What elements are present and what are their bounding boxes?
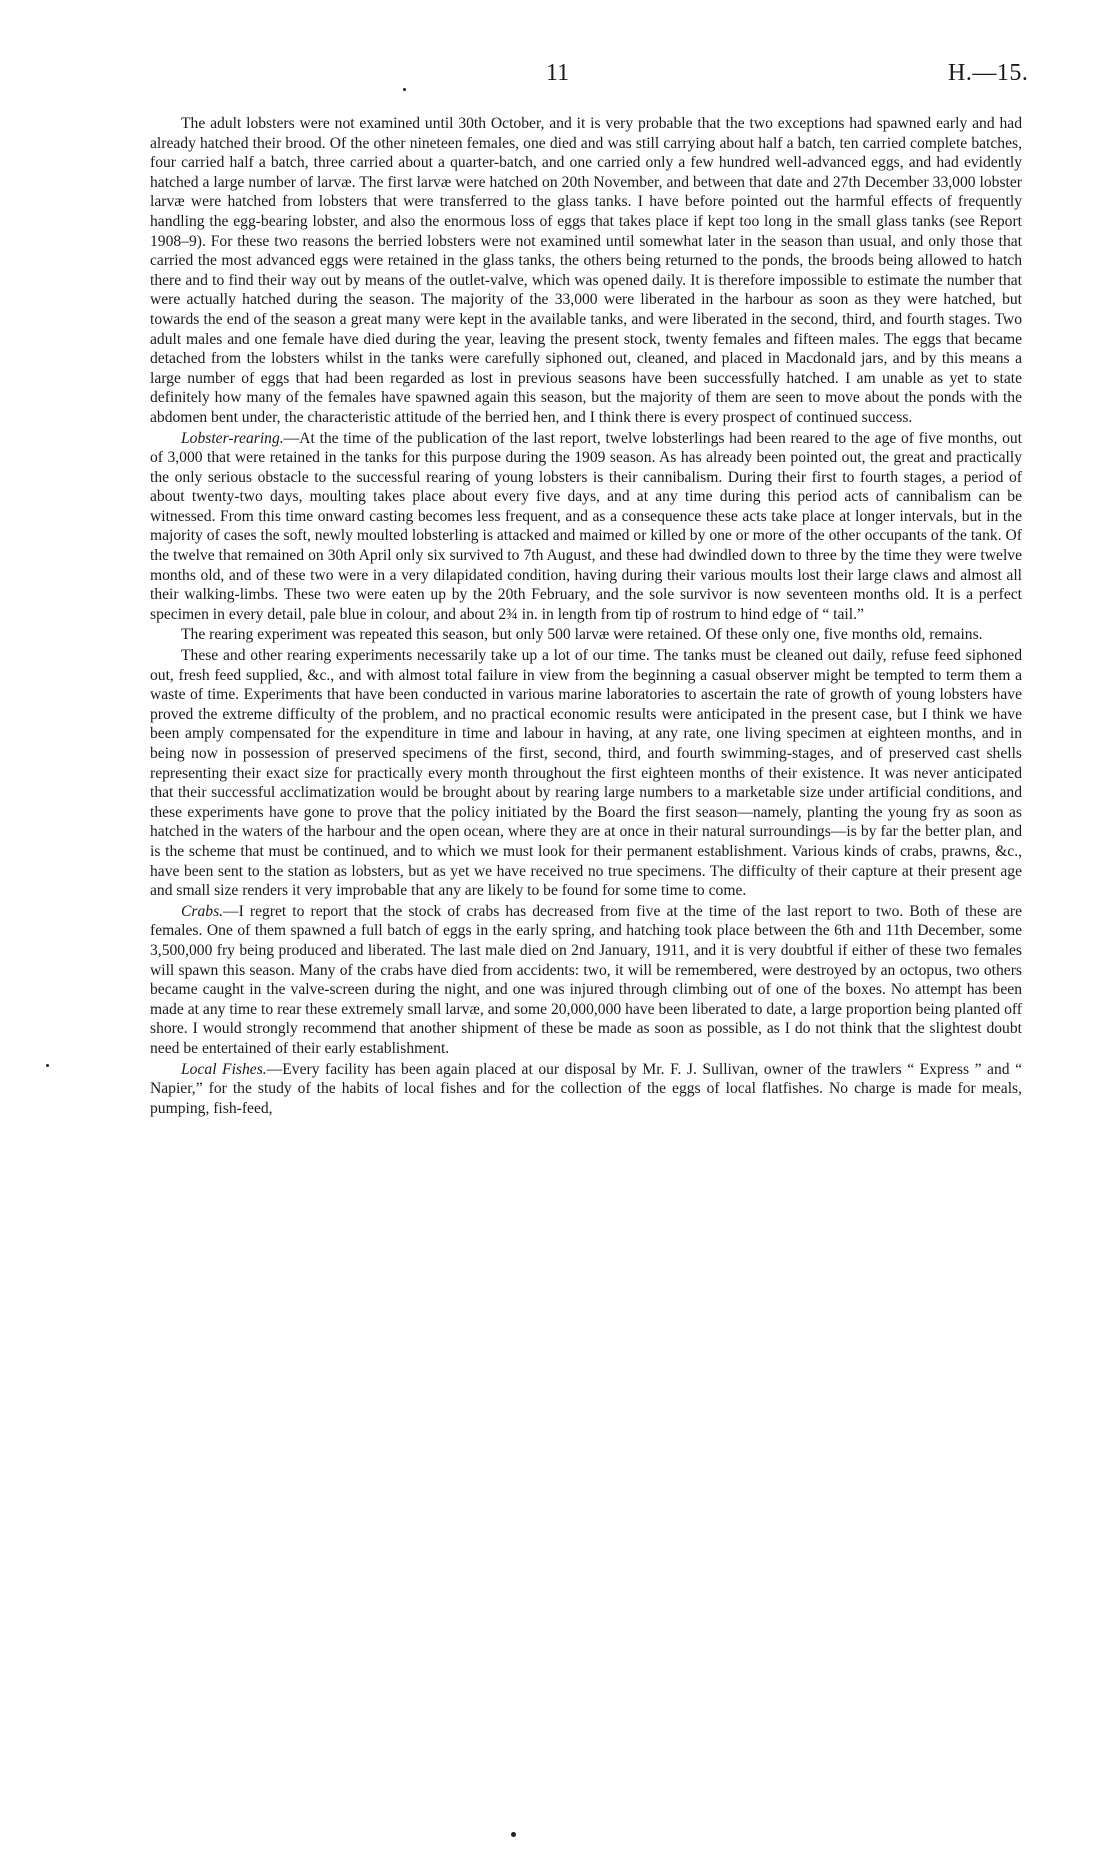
paragraph-text: —At the time of the publication of the last report, twelve lobsterlings had been reared to the age of five months, out of 3,000 that were retained in the tanks for this purpose during the 1909 season. As has already been pointed out, the great and practically the only serious obstacle to the successful rearing of young lobsters is their cannibalism. During their first to fourth stages, a period of about twenty-two days, moulting takes place about every five days, and at any time during this period acts of cannibalism can be witnessed. From this time onward casting becomes less frequent, and as a consequence these acts take place at longer intervals, but in the majority of cases the soft, newly moulted lobsterling is attacked and maimed or killed by one or more of the other occupants of the tank. Of the twelve that remained on 30th April only six survived to 7th August, and these had dwindled down to three by the time they were twelve months old, and of these two were in a very dilapidated condition, having during their various moults lost their large claws and almost all their walking-limbs. These two were eaten up by the 20th February, and the sole survivor is now seventeen months old. It is a perfect specimen in every detail, pale blue in colour, and about 2¾ in. in length from tip of rostrum to hind edge of “ tail.” <box>150 429 1022 623</box>
print-speck <box>511 1832 516 1837</box>
paragraph-text: The rearing experiment was repeated this season, but only 500 larvæ were retained. Of these only one, five months old, remains. <box>181 626 983 644</box>
print-speck <box>46 1064 49 1067</box>
paragraph-text: —Every facility has been again placed at our disposal by Mr. F. J. Sullivan, owner of the trawlers “ Express ” and “ Napier,” for the study of the habits of local fishes and for the collection of the eggs of local flatfishes. No charge is made for meals, pumping, fish-feed, <box>150 1060 1022 1117</box>
print-speck <box>403 88 406 91</box>
section-heading-lobster-rearing: Lobster-rearing. <box>181 429 284 447</box>
page-header <box>0 60 1114 94</box>
paragraph-text: These and other rearing experiments necessarily take up a lot of our time. The tanks must be cleaned out daily, refuse feed siphoned out, fresh feed supplied, &c., and with almost total failure in view from the beginning a casual observer might be tempted to term them a waste of time. Experiments that have been conducted in various marine laboratories to ascertain the rate of growth of young lobsters have proved the extreme difficulty of the problem, and no practical economic results were anticipated in the present case, but I think we have been amply compensated for the expenditure in time and labour in having, at any rate, one living specimen at eighteen months, and in being now in possession of preserved specimens of the first, second, third, and fourth swimming-stages, and of preserved cast shells representing their exact size for practically every month throughout the first eighteen months of their existence. It was never anticipated that their successful acclimatization would be brought about by rearing large numbers to a marketable size under artificial conditions, and these experiments have gone to prove that the policy initiated by the Board the first season—namely, planting the young fry as soon as hatched in the waters of the harbour and the open ocean, where they are at once in their natural surroundings—is by far the better plan, and is the scheme that must be continued, and to which we must look for their permanent establishment. Various kinds of crabs, prawns, &c., have been sent to the station as lobsters, but as yet we have received no true specimens. The difficulty of their capture at their present age and small size renders it very improbable that any are likely to be found for some time to come. <box>150 647 1022 900</box>
paragraph-text: —I regret to report that the stock of crabs has decreased from five at the time of the last report to two. Both of these are females. One of them spawned a full batch of eggs in the early spring, and hatching took place between the 6th and 11th December, some 3,500,000 fry being produced and liberated. The last male died on 2nd January, 1911, and it is very doubtful if either of these two females will spawn this season. Many of the crabs have died from accidents: two, it will be remembered, were destroyed by an octopus, two others became caught in the valve-screen during the night, and one was injured through climbing out of one of the boxes. No attempt has been made at any time to rear these extremely small larvæ, and some 20,000,000 have been liberated to date, a large proportion being planted off shore. I would strongly recommend that another shipment of these be made as soon as possible, as I do not think that the slightest doubt need be entertained of their early establishment. <box>150 902 1022 1057</box>
section-heading-crabs: Crabs. <box>181 902 224 920</box>
document-reference: H.—15. <box>948 60 1029 86</box>
paragraph-text: The adult lobsters were not examined until 30th October, and it is very probable that the two exceptions had spawned early and had already hatched their brood. Of the other nineteen females, one died and was still carrying about half a batch, ten carried complete batches, four carried half a batch, three carried about a quarter-batch, and one carried only a few hundred well-advanced eggs, and had evidently hatched a large number of larvæ. The first larvæ were hatched on 20th November, and between that date and 27th December 33,000 lobster larvæ were hatched from lobsters that were transferred to the glass tanks. I have before pointed out the harmful effects of frequently handling the egg-bearing lobster, and also the enormous loss of eggs that takes place if kept too long in the small glass tanks (see Report 1908–9). For these two reasons the berried lobsters were not examined until somewhat later in the season than usual, and only those that carried the most advanced eggs were retained in the glass tanks, the others being returned to the ponds, the broods being allowed to hatch there and to find their way out by means of the outlet-valve, which was opened daily. It is therefore impossible to estimate the number that were actually hatched during the season. The majority of the 33,000 were liberated in the harbour as soon as they were hatched, but towards the end of the season a great many were kept in the available tanks, and were liberated in the second, third, and fourth stages. Two adult males and one female have died during the year, leaving the present stock, twenty females and fifteen males. The eggs that became detached from the lobsters whilst in the tanks were carefully siphoned out, cleaned, and placed in Macdonald jars, and by this means a large number of eggs that had been regarded as lost in previous seasons have been successfully hatched. I am unable as yet to state definitely how many of the females have spawned again this season, but the majority of them are seen to move about the ponds with the abdomen bent under, the characteristic attitude of the berried hen, and I think there is every prospect of continued success. <box>150 115 1022 426</box>
paragraph-rearing-repeated <box>150 625 1022 645</box>
paragraph-crabs <box>150 902 1022 1059</box>
paragraph-adult-lobsters <box>150 114 1022 428</box>
paragraph-rearing-experiments <box>150 646 1022 901</box>
paragraph-local-fishes <box>150 1060 1022 1119</box>
body-text <box>150 114 1022 1119</box>
section-heading-local-fishes: Local Fishes. <box>181 1060 267 1078</box>
page-number: 11 <box>546 60 570 86</box>
paragraph-lobster-rearing <box>150 429 1022 625</box>
